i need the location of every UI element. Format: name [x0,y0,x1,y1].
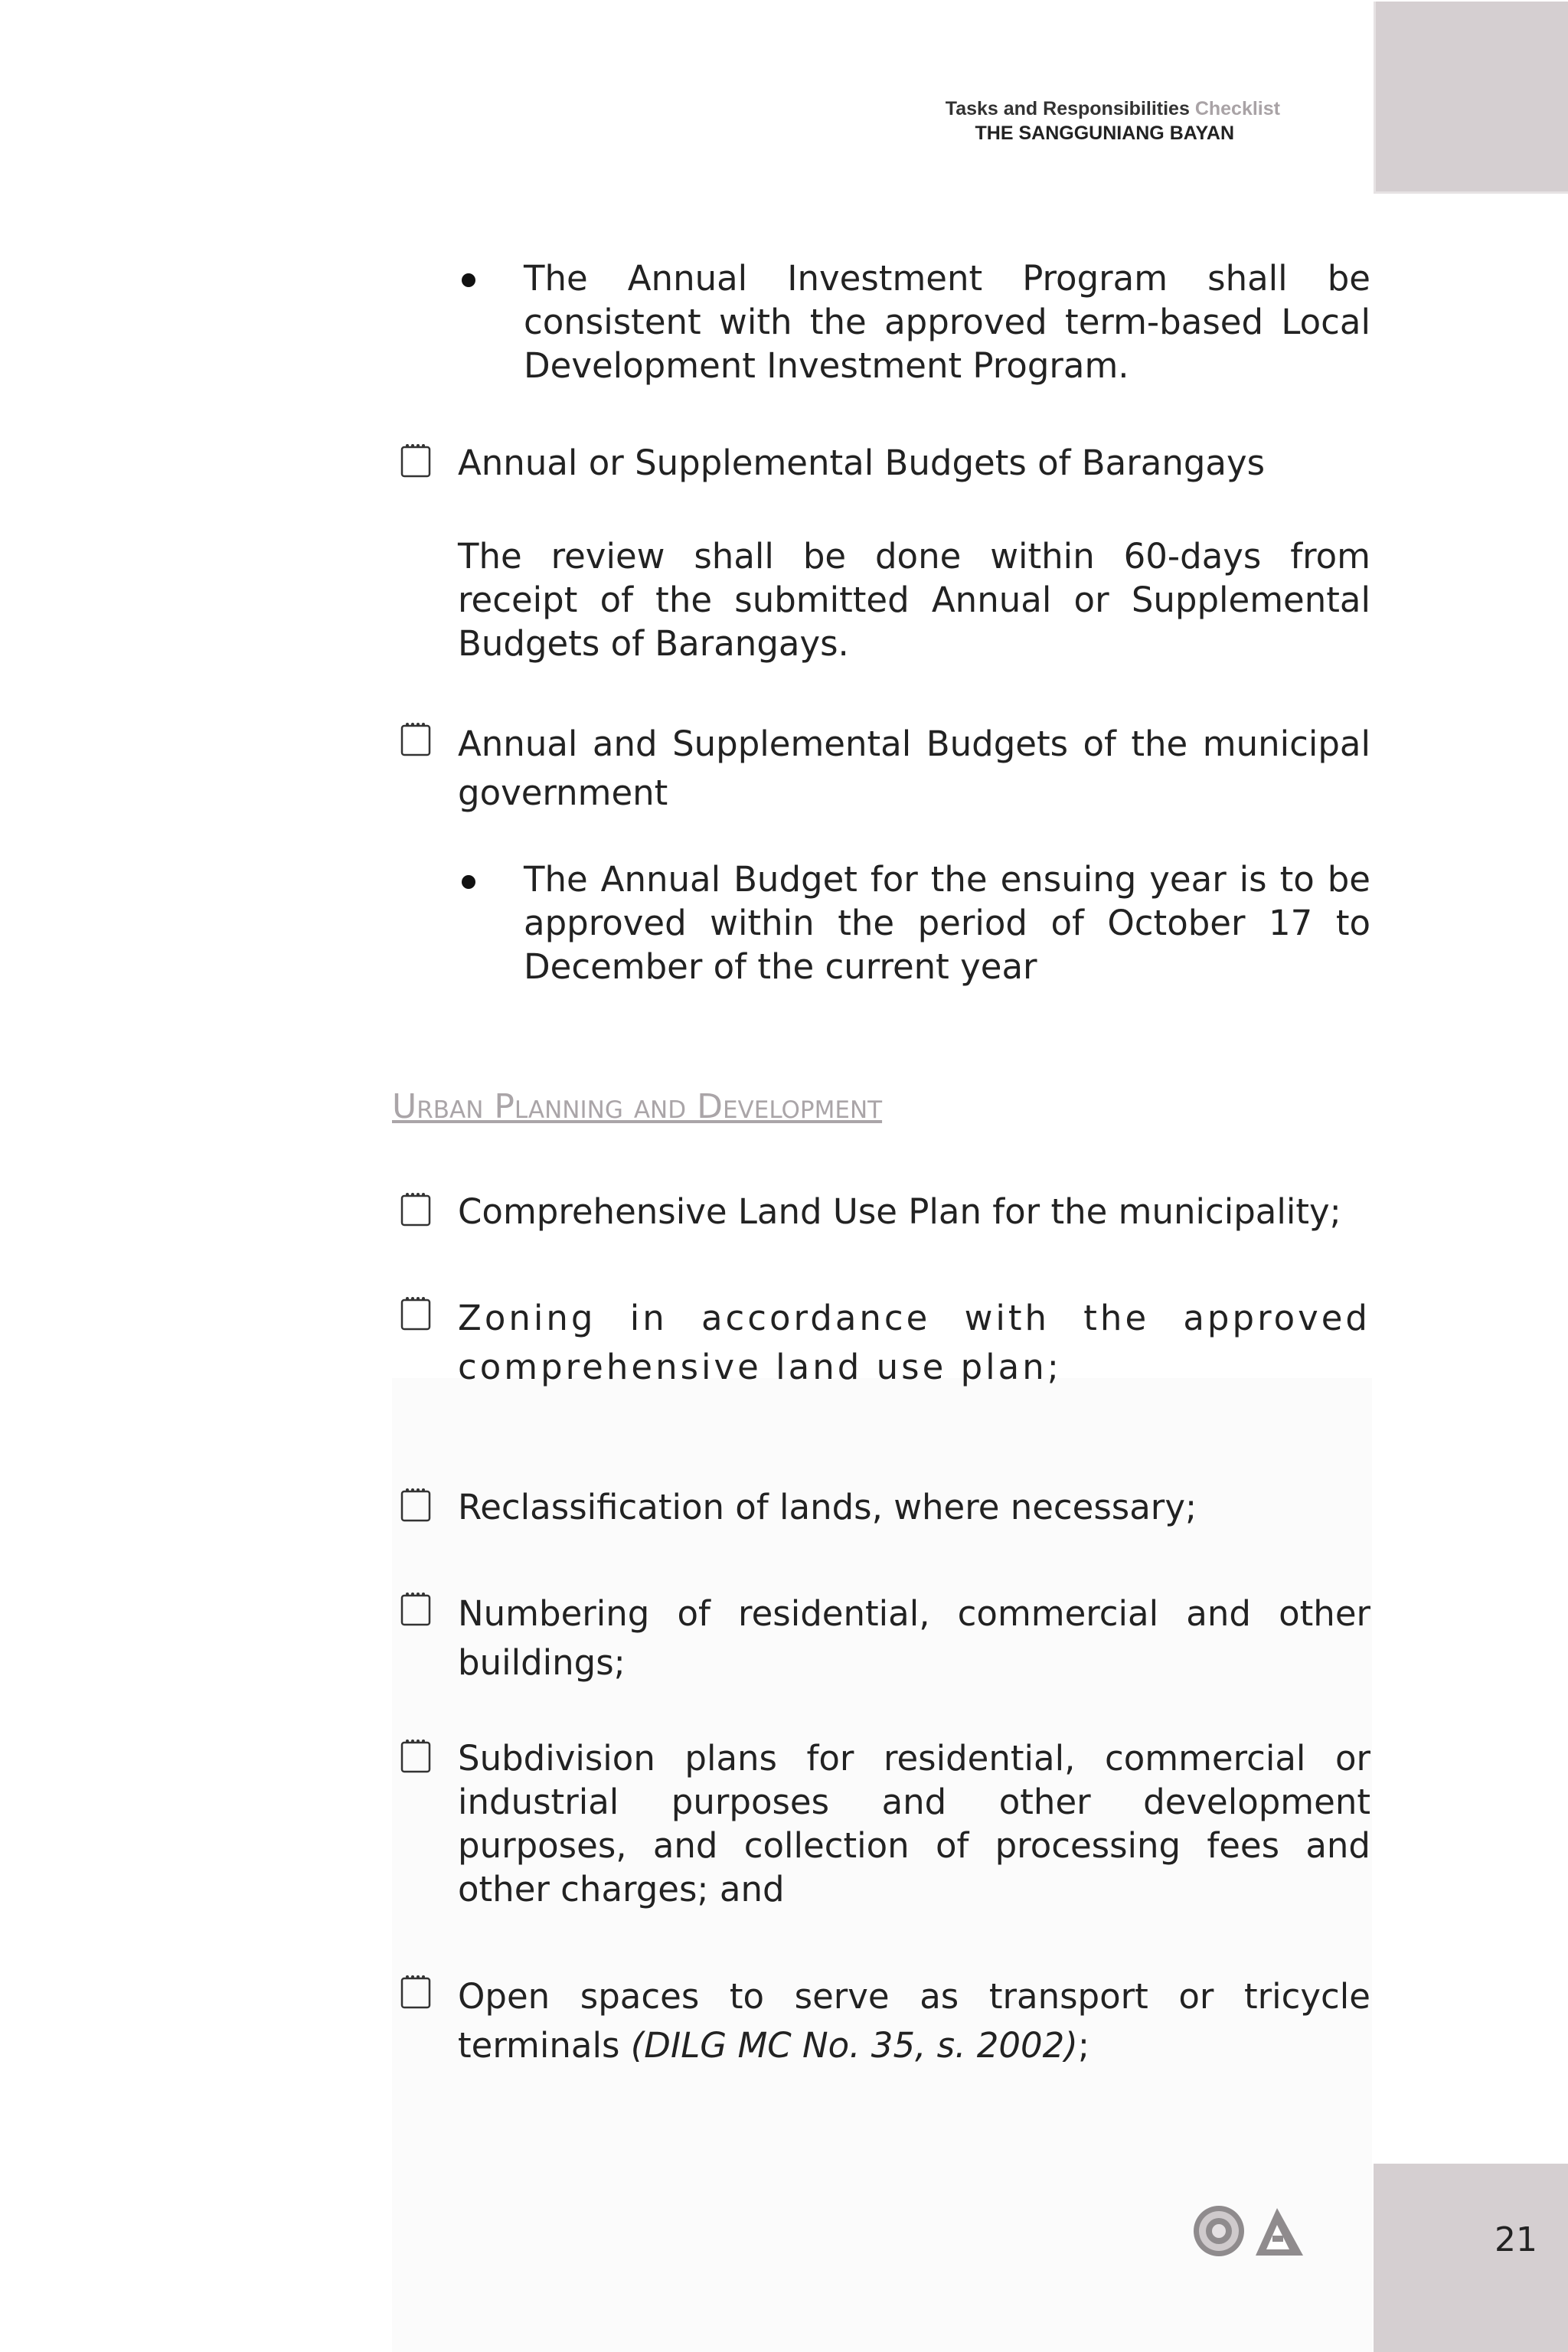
lga-logo-icon [1256,2208,1303,2256]
open-spaces-reference: (DILG MC No. 35, s. 2002) [630,2025,1078,2066]
numbering-item: Numbering of residential, commercial and other buildings; [458,1593,1370,1683]
checkbox-icon[interactable] [400,1738,432,1773]
open-spaces-text: Open spaces to serve as transport or tricycle terminals [458,1976,1370,2066]
checkbox-icon[interactable] [400,721,432,756]
checkbox-icon[interactable] [400,443,432,478]
barangay-budgets-note: The review shall be done within 60-days from receipt of the submitted Annual or Supplemental Budgets of Barangays. [458,536,1370,664]
footer-logos [1191,2202,1306,2260]
open-spaces-end: ; [1077,2025,1089,2066]
header-subtitle: THE SANGGUNIANG BAYAN [975,122,1234,144]
header-corner-block [1374,2,1568,194]
header-title: Tasks and Responsibilities [945,98,1190,119]
checkbox-icon[interactable] [400,1191,432,1227]
subdivision-item: Subdivision plans for residential, commercial or industrial purposes and other development purposes, and collection of processing fees and other charges; and [458,1738,1370,1909]
barangay-budgets-title: Annual or Supplemental Budgets of Barangays [458,443,1266,483]
page-number: 21 [1494,2220,1537,2259]
municipal-budgets-title: Annual and Supplemental Budgets of the municipal government [458,724,1370,813]
zoning-item: Zoning in accordance with the approved comprehensive land use plan; [458,1298,1370,1387]
seal-logo-icon [1194,2206,1244,2256]
bullet-icon [462,273,475,287]
checkbox-icon[interactable] [400,1295,432,1331]
bullet-icon [462,875,475,889]
bullet-annual-budget-text: The Annual Budget for the ensuing year is to be approved within the period of October 17 to December of the current year [524,859,1370,987]
bullet-aip-text: The Annual Investment Program shall be consistent with the approved term-based Local Development Investment Program. [524,258,1370,386]
clup-item: Comprehensive Land Use Plan for the municipality; [458,1191,1341,1232]
open-spaces-item [458,1972,1370,2070]
header-title-accent: Checklist [1194,98,1280,119]
reclassification-item: Reclassification of lands, where necessary; [458,1487,1197,1527]
checkbox-icon[interactable] [400,1487,432,1522]
checkbox-icon[interactable] [400,1591,432,1626]
page-header [946,96,1280,145]
checkbox-icon[interactable] [400,1974,432,2009]
section-title: Urban Planning and Development [392,1087,883,1126]
